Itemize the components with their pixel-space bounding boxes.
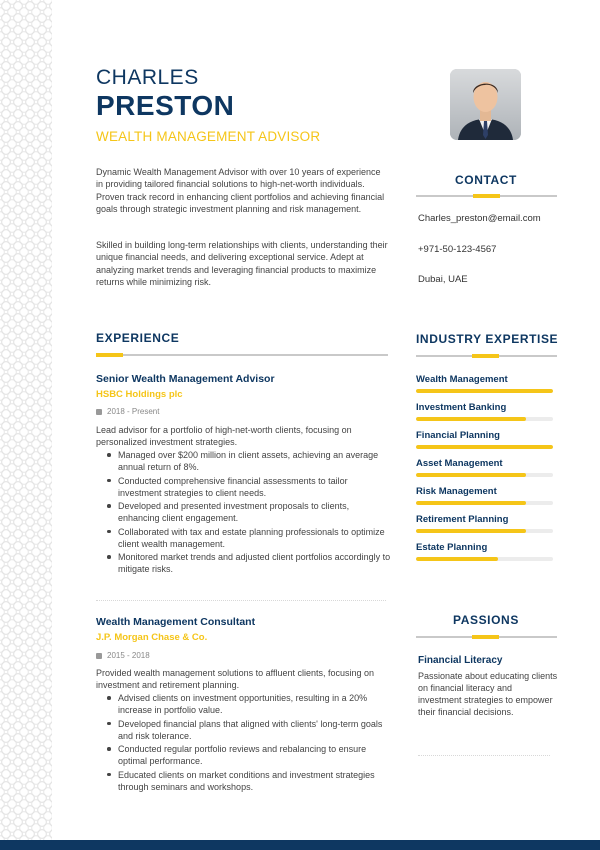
passions-accent — [472, 635, 499, 639]
job-dates-text: 2018 - Present — [107, 407, 160, 416]
skill-bar-fill — [416, 501, 526, 505]
skill-bar-fill — [416, 557, 498, 561]
contact-phone[interactable]: +971-50-123-4567 — [418, 244, 497, 255]
job-role: Wealth Management Consultant — [96, 616, 256, 628]
skill-bar-fill — [416, 473, 526, 477]
profile-photo — [450, 69, 521, 140]
job-bullets — [118, 692, 393, 794]
expertise-accent — [472, 354, 499, 358]
calendar-icon — [96, 409, 102, 415]
contact-location: Dubai, UAE — [418, 274, 468, 285]
passion-separator — [418, 755, 550, 756]
skill-bar — [416, 389, 553, 393]
skill-bar-fill — [416, 389, 553, 393]
passion-title: Financial Literacy — [418, 655, 503, 666]
list-item: Conducted regular portfolio reviews and rebalancing to ensure optimal performance. — [118, 743, 393, 767]
job-dates — [96, 651, 150, 660]
skill-label: Estate Planning — [416, 542, 488, 553]
job-role: Senior Wealth Management Advisor — [96, 373, 275, 385]
job-company: HSBC Holdings plc — [96, 389, 183, 400]
passions-heading: PASSIONS — [453, 613, 519, 627]
experience-divider — [96, 354, 388, 356]
skill-bar — [416, 445, 553, 449]
skill-label: Investment Banking — [416, 402, 507, 413]
expertise-heading: INDUSTRY EXPERTISE — [416, 332, 559, 346]
skill-label: Asset Management — [416, 458, 503, 469]
passion-description: Passionate about educating clients on financial literacy and investment strategies to empower their financial decisions. — [418, 671, 558, 717]
list-item: Monitored market trends and adjusted client portfolios accordingly to mitigate risks. — [118, 551, 393, 575]
list-item: Conducted comprehensive financial assessments to tailor investment strategies to client needs. — [118, 475, 393, 499]
skill-label: Retirement Planning — [416, 514, 509, 525]
calendar-icon — [96, 653, 102, 659]
skill-bar — [416, 473, 553, 477]
skill-bar — [416, 417, 553, 421]
skill-bar-fill — [416, 529, 526, 533]
skill-label: Wealth Management — [416, 374, 508, 385]
summary-paragraph-1: Dynamic Wealth Management Advisor with over 10 years of experience in providing tailored financial solutions to high-net-worth individuals. Proven track record in enhancing client portfolios and achieving financial goals through strategic investment planning and risk management. — [96, 167, 385, 215]
job-dates — [96, 407, 159, 416]
contact-heading: CONTACT — [455, 173, 517, 187]
job-description: Lead advisor for a portfolio of high-net-worth clients, focusing on personalized investment strategies. — [96, 425, 352, 447]
contact-email[interactable]: Charles_preston@email.com — [418, 213, 541, 224]
job-bullets — [118, 449, 393, 577]
skill-bar-fill — [416, 445, 553, 449]
list-item: Managed over $200 million in client assets, achieving an average annual return of 8%. — [118, 449, 393, 473]
experience-accent — [96, 353, 123, 357]
job-description: Provided wealth management solutions to affluent clients, focusing on investment and retirement planning. — [96, 668, 375, 690]
skill-bar — [416, 557, 553, 561]
list-item: Developed financial plans that aligned with clients' long-term goals and risk tolerance. — [118, 718, 393, 742]
experience-heading: EXPERIENCE — [96, 331, 180, 345]
list-item: Collaborated with tax and estate planning professionals to optimize client wealth management. — [118, 526, 393, 550]
footer-bar — [0, 840, 600, 850]
list-item: Advised clients on investment opportunities, resulting in a 20% increase in portfolio value. — [118, 692, 393, 716]
job-dates-text: 2015 - 2018 — [107, 651, 150, 660]
job-company: J.P. Morgan Chase & Co. — [96, 632, 208, 643]
skill-label: Financial Planning — [416, 430, 500, 441]
job-separator — [96, 600, 386, 601]
job-title: WEALTH MANAGEMENT ADVISOR — [96, 129, 321, 144]
first-name: CHARLES — [96, 66, 199, 89]
skill-bar-fill — [416, 417, 526, 421]
decorative-pattern — [0, 0, 52, 840]
skill-bar — [416, 529, 553, 533]
skill-label: Risk Management — [416, 486, 497, 497]
contact-accent — [473, 194, 500, 198]
skill-bar — [416, 501, 553, 505]
summary-paragraph-2: Skilled in building long-term relationships with clients, understanding their unique financial needs, and delivering exceptional service. Adept at analyzing market trends and leveraging financial products to maximize returns while minimizing risk. — [96, 240, 388, 288]
list-item: Developed and presented investment proposals to clients, enhancing client engagement. — [118, 500, 393, 524]
list-item: Educated clients on market conditions and investment strategies through seminars and workshops. — [118, 769, 393, 793]
last-name: PRESTON — [96, 90, 235, 121]
